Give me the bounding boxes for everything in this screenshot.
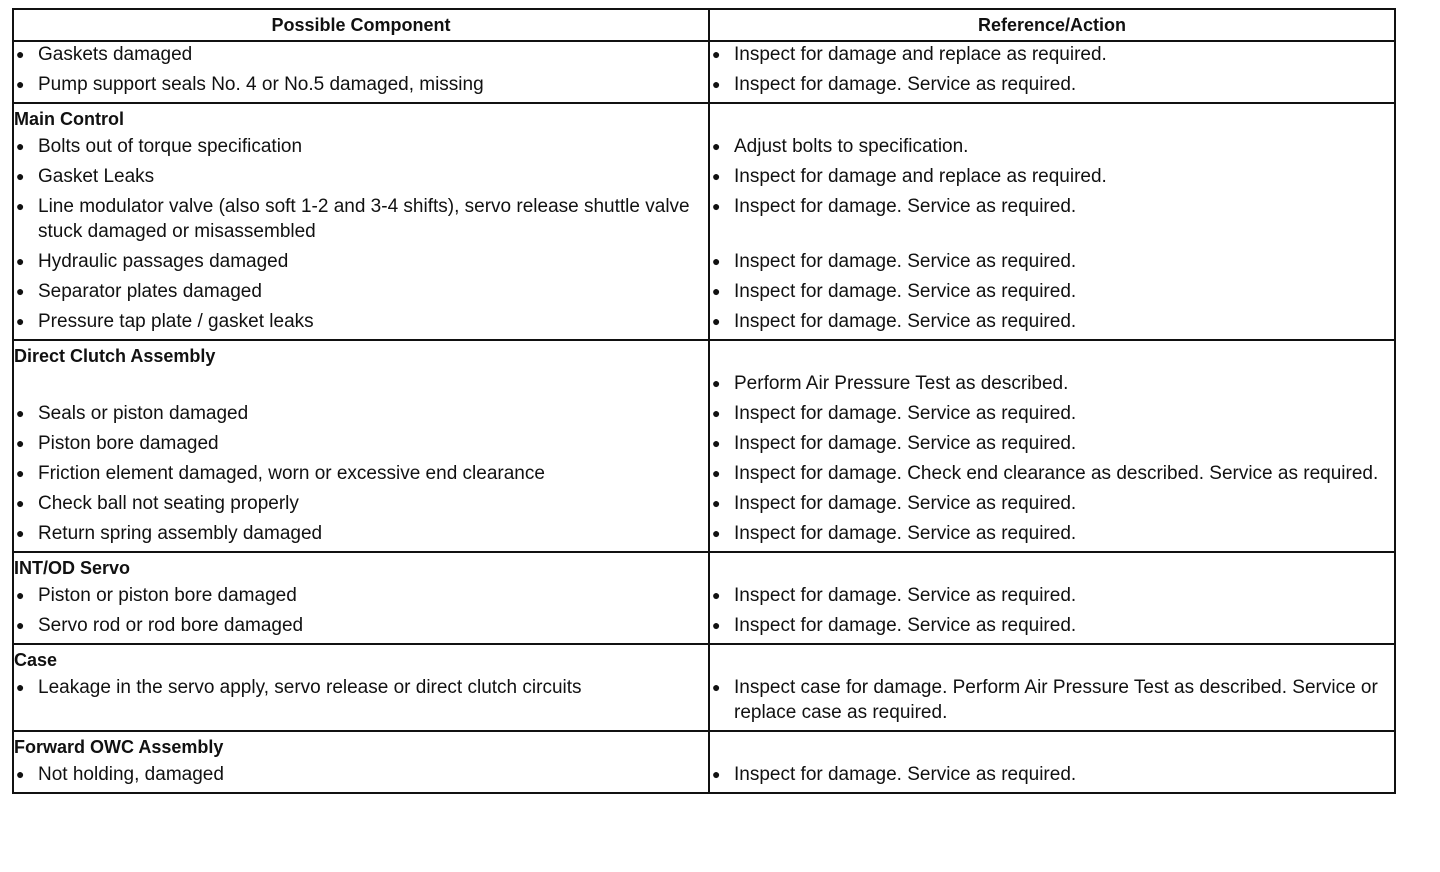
component-text: Separator plates damaged	[38, 281, 262, 302]
action-text: Inspect for damage. Service as required.	[734, 585, 1077, 606]
action-text: Perform Air Pressure Test as described.	[734, 373, 1069, 394]
section-title-spacer	[710, 553, 1394, 583]
bullet-icon: ●	[16, 46, 25, 62]
component-item	[14, 401, 708, 426]
component-item	[14, 583, 708, 608]
bullet-icon: ●	[712, 587, 721, 603]
bullet-icon: ●	[16, 435, 25, 451]
component-cell	[13, 644, 709, 731]
header-row	[13, 9, 1395, 41]
bullet-icon: ●	[16, 766, 25, 782]
component-item	[14, 521, 708, 546]
section-title: Forward OWC Assembly	[14, 737, 224, 757]
action-text: Inspect for damage. Service as required.	[734, 281, 1077, 302]
section-row	[13, 731, 1395, 793]
component-item	[14, 164, 708, 189]
action-item	[710, 42, 1394, 67]
bullet-icon: ●	[712, 405, 721, 421]
bullet-icon: ●	[712, 138, 721, 154]
component-text: Servo rod or rod bore damaged	[38, 615, 304, 636]
bullet-icon: ●	[16, 313, 25, 329]
action-item	[710, 194, 1394, 244]
action-text: Inspect for damage. Service as required.	[734, 196, 1077, 217]
diagnosis-table	[12, 8, 1396, 794]
action-text: Inspect for damage. Service as required.	[734, 523, 1077, 544]
component-text: Hydraulic passages damaged	[38, 251, 289, 272]
bullet-icon: ●	[712, 375, 721, 391]
section-row	[13, 644, 1395, 731]
action-text: Inspect for damage. Service as required.	[734, 311, 1077, 332]
component-text: Pump support seals No. 4 or No.5 damaged, missing	[38, 74, 484, 95]
action-item	[710, 309, 1394, 334]
action-item	[710, 431, 1394, 456]
action-item	[710, 134, 1394, 159]
bullet-icon: ●	[712, 168, 721, 184]
section-title-spacer	[710, 341, 1394, 371]
section-title-spacer	[710, 645, 1394, 675]
action-item	[710, 521, 1394, 546]
action-item	[710, 164, 1394, 189]
section-title: Direct Clutch Assembly	[14, 346, 216, 366]
bullet-icon: ●	[712, 253, 721, 269]
action-item	[710, 249, 1394, 274]
action-text: Inspect for damage. Service as required.	[734, 251, 1077, 272]
component-item	[14, 762, 708, 787]
action-text: Inspect for damage. Service as required.	[734, 764, 1077, 785]
section-row	[13, 552, 1395, 644]
component-text: Check ball not seating properly	[38, 493, 299, 514]
component-item	[14, 279, 708, 304]
action-item	[710, 401, 1394, 426]
component-item	[14, 371, 708, 396]
action-text: Inspect case for damage. Perform Air Pressure Test as described. Service or replace case as required.	[734, 677, 1378, 723]
bullet-icon: ●	[16, 587, 25, 603]
action-text: Inspect for damage. Service as required.	[734, 74, 1077, 95]
action-text: Inspect for damage. Check end clearance as described. Service as required.	[734, 463, 1379, 484]
component-item	[14, 491, 708, 516]
section-title: INT/OD Servo	[14, 558, 131, 578]
section-title: Case	[14, 650, 58, 670]
component-item	[14, 72, 708, 97]
component-item	[14, 461, 708, 486]
action-text: Inspect for damage. Service as required.	[734, 493, 1077, 514]
component-text: Return spring assembly damaged	[38, 523, 323, 544]
component-cell	[13, 552, 709, 644]
component-item	[14, 249, 708, 274]
action-cell	[709, 103, 1395, 340]
action-text: Inspect for damage. Service as required.	[734, 433, 1077, 454]
action-item	[710, 491, 1394, 516]
bullet-icon: ●	[712, 198, 721, 214]
action-cell	[709, 552, 1395, 644]
action-item	[710, 371, 1394, 396]
bullet-icon: ●	[712, 766, 721, 782]
bullet-icon: ●	[712, 525, 721, 541]
bullet-icon: ●	[712, 465, 721, 481]
bullet-icon: ●	[16, 76, 25, 92]
action-item	[710, 762, 1394, 787]
bullet-icon: ●	[712, 617, 721, 633]
component-cell	[13, 340, 709, 552]
component-text: Piston bore damaged	[38, 433, 219, 454]
component-text: Gasket Leaks	[38, 166, 155, 187]
action-text: Adjust bolts to specification.	[734, 136, 969, 157]
bullet-icon: ●	[16, 405, 25, 421]
header-reference-action: Reference/Action	[709, 9, 1395, 41]
component-text: Pressure tap plate / gasket leaks	[38, 311, 314, 332]
component-cell	[13, 41, 709, 103]
action-cell	[709, 41, 1395, 103]
bullet-icon: ●	[712, 46, 721, 62]
component-item	[14, 613, 708, 638]
bullet-icon: ●	[16, 679, 25, 695]
action-cell	[709, 731, 1395, 793]
bullet-icon: ●	[712, 495, 721, 511]
component-text: Bolts out of torque specification	[38, 136, 303, 157]
bullet-icon: ●	[712, 283, 721, 299]
bullet-icon: ●	[712, 76, 721, 92]
action-text: Inspect for damage. Service as required.	[734, 403, 1077, 424]
action-item	[710, 72, 1394, 97]
bullet-icon: ●	[16, 138, 25, 154]
bullet-icon: ●	[712, 679, 721, 695]
component-cell	[13, 731, 709, 793]
action-cell	[709, 340, 1395, 552]
bullet-icon: ●	[712, 313, 721, 329]
component-item	[14, 675, 708, 725]
action-item	[710, 613, 1394, 638]
component-item	[14, 194, 708, 244]
component-cell	[13, 103, 709, 340]
component-text: Leakage in the servo apply, servo release or direct clutch circuits	[38, 677, 582, 698]
section-title-spacer	[710, 104, 1394, 134]
section-row	[13, 103, 1395, 340]
bullet-icon: ●	[16, 525, 25, 541]
bullet-icon: ●	[16, 495, 25, 511]
bullet-icon: ●	[16, 465, 25, 481]
action-cell	[709, 644, 1395, 731]
component-text: Seals or piston damaged	[38, 403, 249, 424]
component-text: Not holding, damaged	[38, 764, 224, 785]
action-item	[710, 279, 1394, 304]
section-title-spacer	[710, 732, 1394, 762]
section-title: Main Control	[14, 109, 124, 129]
component-text: Line modulator valve (also soft 1-2 and 3-4 shifts), servo release shuttle valve stuck damaged or misassembled	[38, 196, 690, 242]
component-item	[14, 309, 708, 334]
bullet-icon: ●	[16, 198, 25, 214]
section-row	[13, 340, 1395, 552]
bullet-icon: ●	[16, 617, 25, 633]
action-text: Inspect for damage and replace as required.	[734, 166, 1107, 187]
section-row	[13, 41, 1395, 103]
table-body	[13, 41, 1395, 793]
action-text: Inspect for damage. Service as required.	[734, 615, 1077, 636]
bullet-icon: ●	[16, 253, 25, 269]
component-item	[14, 431, 708, 456]
component-text: Gaskets damaged	[38, 44, 193, 65]
component-item	[14, 42, 708, 67]
component-text: Piston or piston bore damaged	[38, 585, 297, 606]
bullet-icon: ●	[16, 168, 25, 184]
component-text: Friction element damaged, worn or excessive end clearance	[38, 463, 545, 484]
bullet-icon: ●	[712, 435, 721, 451]
action-item	[710, 583, 1394, 608]
header-possible-component: Possible Component	[13, 9, 709, 41]
bullet-icon: ●	[16, 283, 25, 299]
action-text: Inspect for damage and replace as required.	[734, 44, 1107, 65]
action-item	[710, 675, 1394, 725]
component-item	[14, 134, 708, 159]
action-item	[710, 461, 1394, 486]
